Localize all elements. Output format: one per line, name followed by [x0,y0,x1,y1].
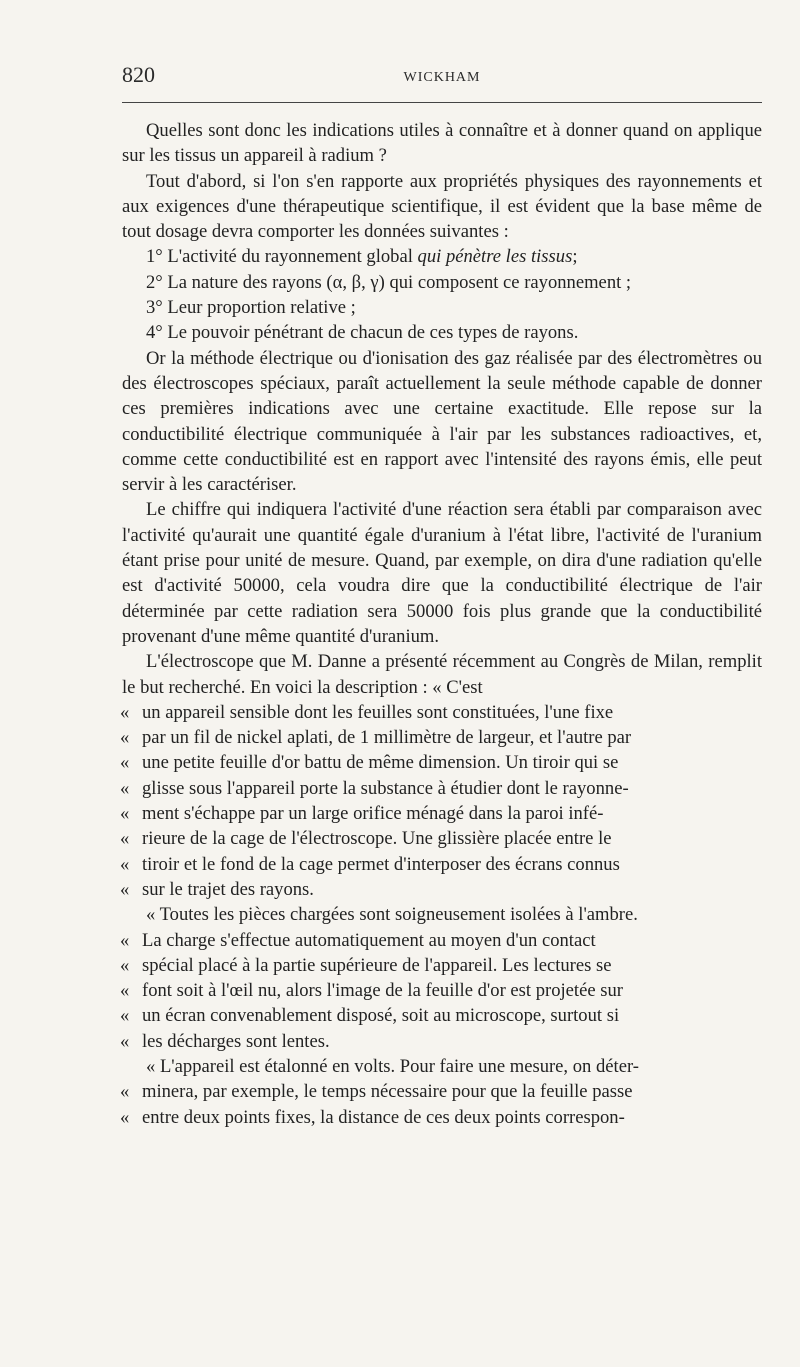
quote-line: « les décharges sont lentes. [122,1029,762,1054]
quote-line: « tiroir et le fond de la cage permet d'interposer des écrans connus [122,852,762,877]
paragraph: Tout d'abord, si l'on s'en rapporte aux propriétés physiques des rayonnements et aux exigences d'une thérapeutique scientifique, il est évident que la base même de tout dosage devra comporter les données suivantes : [122,170,762,243]
running-head: WICKHAM [403,70,481,85]
paragraph: « Toutes les pièces chargées sont soigneusement isolées à l'ambre. [146,904,638,926]
paragraph: « L'appareil est étalonné en volts. Pour faire une mesure, on déter- [146,1055,639,1077]
paragraph: Quelles sont donc les indications utiles à connaître et à donner quand on applique sur les tissus un appareil à radium ? [122,120,762,167]
quote-line: « par un fil de nickel aplati, de 1 millimètre de largeur, et l'autre par [122,725,762,750]
quote-line: « sur le trajet des rayons. [122,877,762,902]
quote-line: « rieure de la cage de l'électroscope. Une glissière placée entre le [122,826,762,851]
list-item: 4° Le pouvoir pénétrant de chacun de ces types de rayons. [146,322,579,344]
list-item: 2° La nature des rayons (α, β, γ) qui composent ce rayonnement ; [146,271,632,293]
list-item: 1° L'activité du rayonnement global qui pénètre les tissus; [146,246,578,268]
paragraph: Or la méthode électrique ou d'ionisation des gaz réalisée par des électromètres ou des électroscopes spéciaux, paraît actuellement la seule méthode capable de donner ces premières indications avec une certaine exactitude. Elle repose sur la conductibilité électrique communiquée à l'air par les substances radioactives, et, comme cette conductibilité est en rapport avec l'intensité des rayons émis, elle peut servir à les caractériser. [122,347,762,496]
quote-line: « minera, par exemple, le temps nécessaire pour que la feuille passe [122,1079,762,1104]
quote-line: « glisse sous l'appareil porte la substance à étudier dont le rayonne- [122,776,762,801]
list-item: 3° Leur proportion relative ; [146,297,356,319]
paragraph: L'électroscope que M. Danne a présenté récemment au Congrès de Milan, remplit le but recherché. En voici la description : « C'est [122,651,762,698]
header-rule [122,102,762,103]
paragraph: Le chiffre qui indiquera l'activité d'une réaction sera établi par comparaison avec l'activité qu'aurait une quantité égale d'uranium à l'état libre, l'activité de l'uranium étant prise pour unité de mesure. Quand, par exemple, on dira d'une radiation qu'elle est d'activité 50000, cela voudra dire que la conductibilité électrique de l'air déterminée par cette radiation sera 50000 fois plus grande que la conductibilité provenant d'une même quantité d'uranium. [122,499,762,647]
quote-line: « spécial placé à la partie supérieure de l'appareil. Les lectures se [122,953,762,978]
quote-line: « ment s'échappe par un large orifice ménagé dans la paroi infé- [122,801,762,826]
quote-line: « font soit à l'œil nu, alors l'image de la feuille d'or est projetée sur [122,978,762,1003]
quote-line: « une petite feuille d'or battu de même dimension. Un tiroir qui se [122,750,762,775]
quote-line: « entre deux points fixes, la distance de ces deux points correspon- [122,1105,762,1130]
quote-line: « un écran convenablement disposé, soit au microscope, surtout si [122,1003,762,1028]
body-text [122,118,762,1130]
quote-line: « La charge s'effectue automatiquement au moyen d'un contact [122,928,762,953]
page-header [122,62,762,92]
emphasis: qui pénètre les tissus [417,246,573,268]
quote-line: « un appareil sensible dont les feuilles sont constituées, l'une fixe [122,700,762,725]
page-number: 820 [122,62,155,87]
